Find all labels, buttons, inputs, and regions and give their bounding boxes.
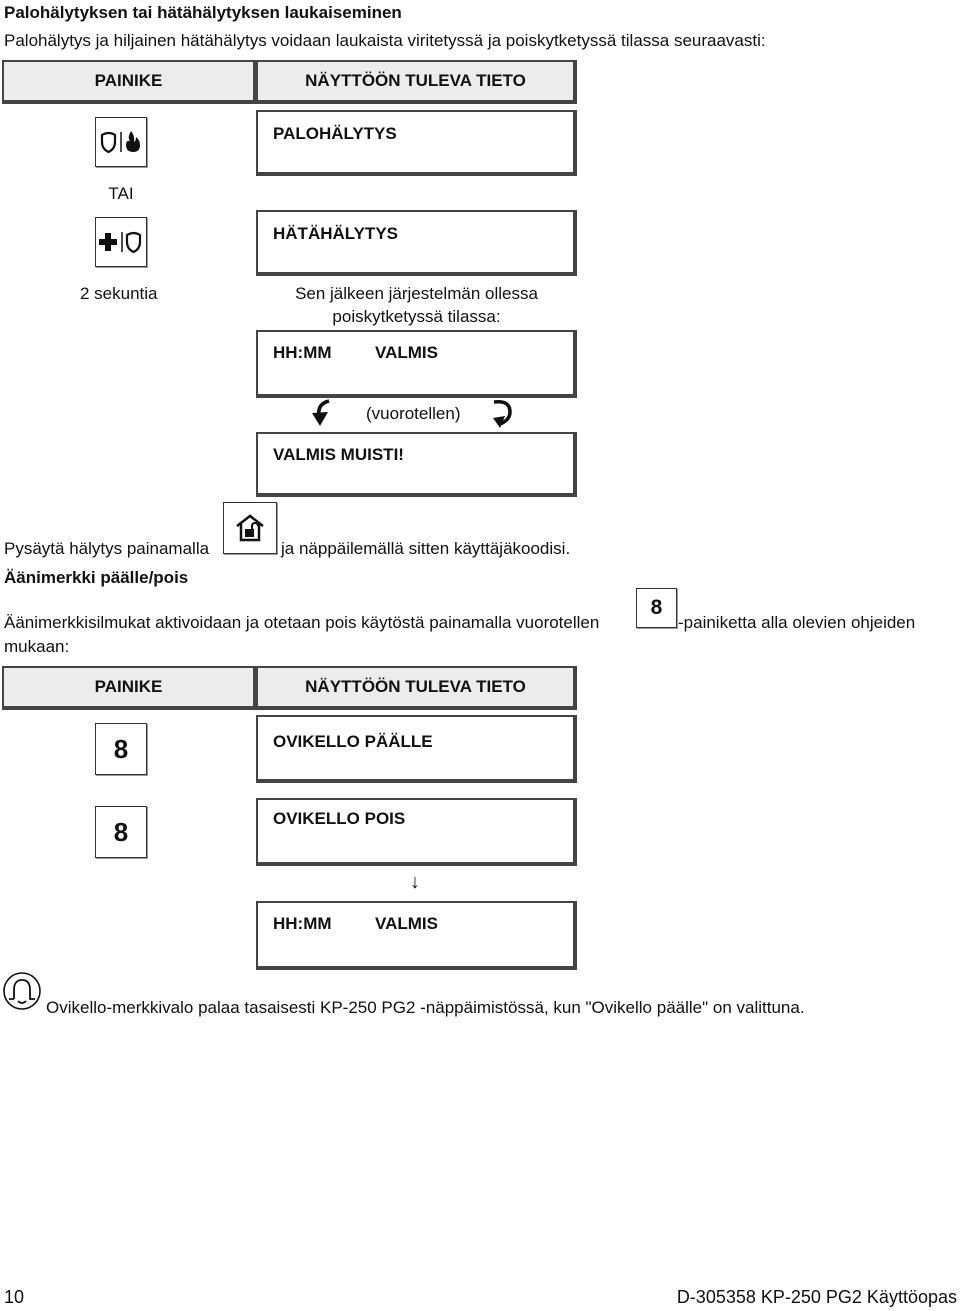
doc-title: D-305358 KP-250 PG2 Käyttöopas	[676, 1287, 957, 1307]
chime-key-inline[interactable]: 8	[636, 588, 677, 628]
after-text-line1: Sen jälkeen järjestelmän ollessa	[295, 284, 538, 303]
rotate-right-arrow-icon	[490, 398, 522, 430]
house-unlock-icon	[235, 514, 265, 542]
note-text: Ovikello-merkkivalo palaa tasaisesti KP-250 PG2 -näppäimistössä, kun "Ovikello päälle" on valittuna.	[46, 998, 805, 1017]
fire-alarm-key[interactable]	[95, 117, 147, 167]
disarm-key[interactable]	[223, 502, 277, 554]
table2-header-display: NÄYTTÖÖN TULEVA TIETO	[256, 666, 577, 710]
table1-header-button: PAINIKE	[2, 60, 257, 104]
bell-icon	[2, 970, 42, 1012]
chime-text-before: Äänimerkkisilmukat aktivoidaan ja otetaan pois käytöstä painamalla vuorotellen	[4, 613, 600, 632]
or-label: TAI	[108, 184, 134, 203]
stop-text-after: ja näppäilemällä sitten käyttäjäkoodisi.	[281, 539, 571, 558]
chime-key-1[interactable]: 8	[95, 723, 147, 775]
alternating-label: (vuorotellen)	[366, 404, 461, 423]
lcd-ready-2: HH:MM VALMIS	[256, 901, 577, 970]
page-title: Palohälytyksen tai hätähälytyksen laukaiseminen	[4, 3, 402, 22]
stop-text-before: Pysäytä hälytys painamalla	[4, 539, 210, 558]
chime-text-after: -painiketta alla olevien ohjeiden	[678, 613, 916, 632]
table2-header-button: PAINIKE	[2, 666, 257, 710]
cross-shield-icon	[99, 229, 143, 255]
lcd-chime-on: OVIKELLO PÄÄLLE	[256, 715, 577, 783]
rotate-left-arrow-icon	[309, 398, 341, 430]
duration-label: 2 sekuntia	[80, 284, 158, 303]
intro-text: Palohälytys ja hiljainen hätähälytys voidaan laukaista viritetyssä ja poiskytketyssä tilassa seuraavasti:	[4, 31, 766, 50]
lcd-fire-alarm: PALOHÄLYTYS	[256, 110, 577, 176]
lcd-ready: HH:MM VALMIS	[256, 330, 577, 398]
chime-text-line2: mukaan:	[4, 637, 70, 656]
emergency-alarm-key[interactable]	[95, 217, 147, 267]
page-number: 10	[4, 1287, 25, 1307]
chime-key-2[interactable]: 8	[95, 806, 147, 858]
lcd-ready-memory: VALMIS MUISTI!	[256, 432, 577, 497]
lcd-chime-off: OVIKELLO POIS	[256, 798, 577, 866]
chime-heading: Äänimerkki päälle/pois	[4, 568, 189, 587]
after-text-line2: poiskytketyssä tilassa:	[332, 307, 501, 326]
shield-fire-icon	[99, 129, 143, 155]
lcd-emergency-alarm: HÄTÄHÄLYTYS	[256, 210, 577, 276]
table1-header-display: NÄYTTÖÖN TULEVA TIETO	[256, 60, 577, 104]
down-arrow: ↓	[410, 871, 420, 893]
